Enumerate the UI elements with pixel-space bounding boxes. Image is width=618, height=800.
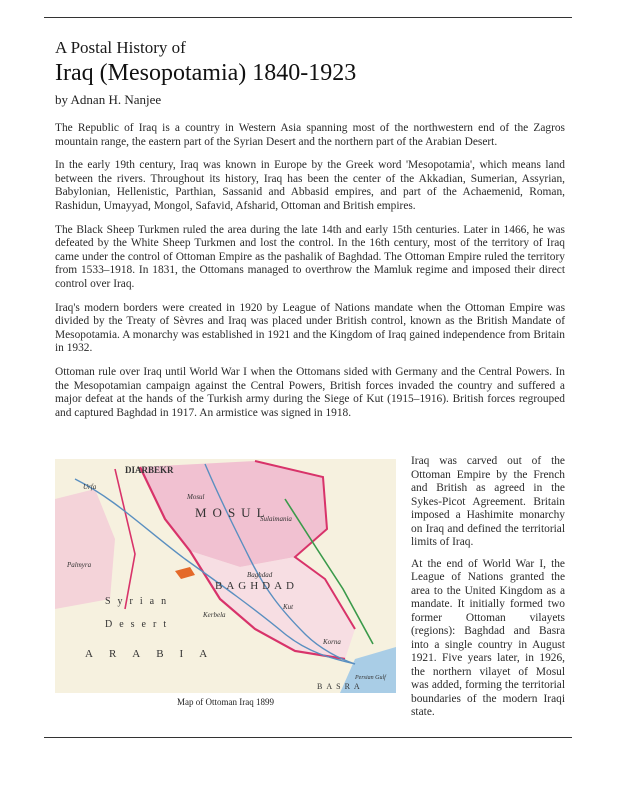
article-header <box>55 38 565 108</box>
paragraph-borders: Iraq's modern borders were created in 1920 by League of Nations mandate when the Ottoman Empire was divided by the Treaty of Sèvres and Iraq was placed under British control, known as the British Mandate of Mesopotamia. A monarchy was established in 1921 and the Kingdom of Iraq gained independence from Britain in 1932. <box>55 301 565 355</box>
paragraph-ottoman-rule: Ottoman rule over Iraq until World War I when the Ottomans sided with Germany and the Central Powers. In the Mesopotamian campaign against the Central Powers, British forces invaded the country and suffered a major defeat at the hands of the Turkish army during the Siege of Kut (1915–1916). British forces regrouped and captured Baghdad in 1917. An armistice was signed in 1918. <box>55 365 565 419</box>
sidebar-text <box>411 455 565 728</box>
sidebar-paragraph-sykes-picot: Iraq was carved out of the Ottoman Empire by the French and British as agreed in the Sykes-Picot Agreement. Britain imposed a Hashimite monarchy on Iraq and defined the territorial limits of Iraq. <box>411 455 565 548</box>
map-label-kut: Kut <box>283 603 294 611</box>
ottoman-iraq-map <box>55 459 396 693</box>
map-figure <box>55 459 396 708</box>
map-label-diarbekr: DIARBEKR <box>125 465 174 475</box>
article-byline: by Adnan H. Nanjee <box>55 92 162 107</box>
map-caption: Map of Ottoman Iraq 1899 <box>177 697 274 707</box>
map-label-arabia: ARABIA <box>85 648 224 660</box>
paragraph-turkmen: The Black Sheep Turkmen ruled the area during the late 14th and early 15th centuries. Later in 1466, he was defeated by the White Sheep Turkmen and lost the control. In the 16th century, most of the territory of Iraq came under the control of Ottoman Empire as the pashalik of Baghdad. The Ottoman Empire ruled the territory from 1533–1918. In 1831, the Ottomans managed to overthrow the Mamluk regime and imposed their direct control over Iraq. <box>55 223 565 290</box>
sidebar-paragraph-mandate: At the end of World War I, the League of Nations granted the area to the United Kingdom as a mandate. It initially formed two former Ottoman vilayets (regions): Baghdad and Basra into a single country in August 1921. Five years later, in 1926, the northern vilayet of Mosul was added, forming the territorial boundaries of the modern Iraqi state. <box>411 557 565 718</box>
map-label-palmyra: Palmyra <box>67 561 92 569</box>
bottom-rule <box>44 737 572 738</box>
article-title: Iraq (Mesopotamia) 1840-1923 <box>55 60 357 86</box>
map-label-kerbela: Kerbela <box>203 611 226 619</box>
map-label-sulaimania: Sulaimania <box>260 515 292 523</box>
top-rule <box>44 17 572 18</box>
map-label-mosul: MOSUL <box>195 505 271 520</box>
map-label-urfa: Urfa <box>83 483 97 491</box>
paragraph-mesopotamia: In the early 19th century, Iraq was known in Europe by the Greek word 'Mesopotamia', which means land between the rivers. Throughout its history, Iraq has been the center of the Akkadian, Sumerian, Assyrian, Babylonian, Hellenistic, Parthian, Sassanid and Abbasid empires, and part of the Achaemenid, Roman, Rashidun, Umayyad, Mongol, Safavid, Afsharid, Ottoman and British empires. <box>55 159 565 212</box>
map-label-persian-gulf: Persian Gulf <box>355 675 386 681</box>
map-label-baghdad-city: Baghdad <box>247 571 273 579</box>
article-kicker: A Postal History of <box>55 38 186 57</box>
paragraph-intro: The Republic of Iraq is a country in Western Asia spanning most of the northwestern end of the Zagros mountain range, the eastern part of the Syrian Desert and the northern part of the Arabian Desert. <box>55 122 565 148</box>
map-label-syrian: Syrian <box>105 596 174 607</box>
map-label-korna: Korna <box>323 638 341 646</box>
map-label-basra: BASRA <box>317 682 364 691</box>
map-label-mosul-city: Mosul <box>187 493 205 501</box>
article-body <box>55 122 565 430</box>
map-label-desert: Desert <box>105 619 174 630</box>
map-label-baghdad: BAGHDAD <box>215 580 298 592</box>
